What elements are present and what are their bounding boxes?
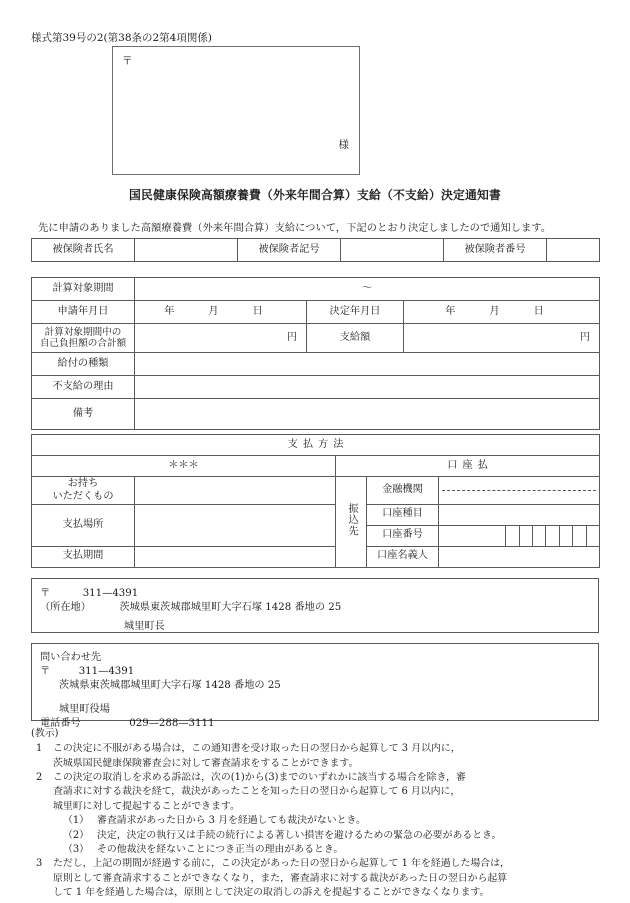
- day-unit: 日: [252, 305, 263, 317]
- instruction-body: [53, 771, 611, 857]
- table-row: [32, 301, 600, 324]
- contact-postal-line: [40, 662, 134, 677]
- instruction-item-1: [31, 742, 611, 771]
- year-unit: 年: [164, 305, 175, 317]
- instructions-section: [31, 727, 611, 900]
- instruction-number: 2: [36, 772, 43, 784]
- contact-phone-label: 電話番号: [40, 718, 81, 729]
- contact-heading: 問い合わせ先: [40, 652, 102, 663]
- form-number: 様式第39号の2(第38条の2第4項関係): [31, 32, 212, 44]
- insured-symbol-value[interactable]: [341, 239, 444, 262]
- issuer-postal-line: [40, 584, 138, 599]
- instruction-number: 1: [36, 743, 43, 755]
- instruction-line: 城里町に対して提起することができます。: [53, 800, 240, 812]
- table-row: [32, 504, 600, 525]
- instruction-line: この決定の取消しを求める訴訟は，次の(1)から(3)までのいずれかに該当する場合を除き，審: [53, 772, 466, 784]
- transfer-destination-label: [336, 477, 367, 568]
- payment-place-label: 支払場所: [32, 504, 135, 546]
- payment-period-value[interactable]: [135, 546, 336, 567]
- sub-item-number: （1）: [63, 815, 90, 827]
- bring-items-value[interactable]: [135, 477, 336, 505]
- sub-item-text: その他裁決を経ないことにつき正当の理由があるとき。: [97, 843, 344, 855]
- postal-mark-icon: 〒: [40, 588, 51, 599]
- account-number-filler: [439, 526, 505, 546]
- instruction-item-3: [31, 857, 611, 900]
- table-row: [32, 239, 600, 262]
- issuer-location-label: （所在地）: [40, 602, 91, 613]
- bank-column-header-text: 口座払: [447, 459, 493, 471]
- day-unit: 日: [533, 305, 544, 317]
- calc-period-value[interactable]: [135, 278, 600, 301]
- payment-method-table: [31, 434, 600, 568]
- contact-address: 茨城県東茨城郡城里町大字石塚 1428 番地の 25: [59, 680, 281, 691]
- postal-mark-icon: 〒: [40, 666, 51, 677]
- account-number-cell[interactable]: [572, 526, 585, 546]
- month-unit: 月: [489, 305, 500, 317]
- recipient-address-box[interactable]: [112, 46, 360, 175]
- account-type-value[interactable]: [439, 504, 600, 525]
- remarks-value[interactable]: [135, 399, 600, 430]
- bank-name-value[interactable]: [439, 477, 600, 505]
- instruction-body: [53, 857, 611, 900]
- bank-name-label: 金融機関: [367, 477, 439, 505]
- table-row: [32, 399, 600, 430]
- benefit-type-label: 給付の種類: [32, 353, 135, 376]
- decision-date-value[interactable]: [404, 301, 600, 324]
- yen-unit: 円: [579, 331, 591, 343]
- table-row: [32, 278, 600, 301]
- insured-person-table: [31, 238, 600, 262]
- account-number-cell[interactable]: [545, 526, 558, 546]
- table-row: [32, 353, 600, 376]
- contact-postal-code: 311—4391: [78, 666, 135, 677]
- contact-office: 城里町役場: [59, 704, 110, 715]
- self-payment-label-line1: 計算対象期間中の: [44, 326, 122, 338]
- issuer-signatory: 城里町長: [124, 621, 165, 632]
- application-date-value[interactable]: [135, 301, 307, 324]
- table-row: [32, 435, 600, 456]
- account-holder-label: 口座名義人: [367, 546, 439, 567]
- account-number-cell[interactable]: [532, 526, 545, 546]
- instruction-number: 3: [36, 858, 43, 870]
- self-payment-total-label: [32, 324, 135, 353]
- instruction-sub-item: [63, 829, 611, 843]
- insured-symbol-label: 被保険者記号: [238, 239, 341, 262]
- non-payment-reason-label: 不支給の理由: [32, 376, 135, 399]
- instruction-sub-item: [63, 814, 611, 828]
- instruction-sub-item: [63, 843, 611, 857]
- calc-period-label: 計算対象期間: [32, 278, 135, 301]
- sub-item-text: 決定，決定の執行又は手続の続行による著しい損害を避けるための緊急の必要があるとき。: [97, 829, 502, 841]
- instruction-line: 原則として審査請求することができなくなり，また，審査請求に対する裁決があった日の翌日から起算: [53, 872, 508, 884]
- benefit-amount-value[interactable]: [404, 324, 600, 353]
- account-type-label: 口座種目: [367, 504, 439, 525]
- year-unit: 年: [445, 305, 456, 317]
- recipient-honorific: 様: [338, 139, 349, 151]
- payment-method-header-text: 支払方法: [287, 438, 349, 450]
- issuer-address-line: [40, 598, 341, 613]
- instruction-line: ただし，上記の期間が経過する前に，この決定があった日の翌日から起算して 1 年を経過した場合は，: [53, 858, 510, 870]
- payment-period-label: 支払期間: [32, 546, 135, 567]
- sub-item-number: （2）: [63, 829, 90, 841]
- contact-phone-number: 029—288—3111: [129, 718, 215, 729]
- payment-place-value[interactable]: [135, 504, 336, 546]
- issuer-box: [31, 578, 599, 633]
- calc-period-range: 〜: [361, 282, 373, 294]
- account-number-label: 口座番号: [367, 525, 439, 546]
- instructions-heading: (教示): [31, 728, 59, 739]
- instruction-line: 茨城県国民健康保険審査会に対して審査請求をすることができます。: [53, 757, 359, 769]
- benefit-type-value[interactable]: [135, 353, 600, 376]
- month-unit: 月: [208, 305, 219, 317]
- payment-method-header: [32, 435, 600, 456]
- account-number-value[interactable]: [439, 525, 600, 546]
- lead-paragraph: 先に申請のありました高額療養費（外来年間合算）支給について，下記のとおり決定しましたので通知します。: [38, 223, 552, 234]
- account-number-cell[interactable]: [519, 526, 532, 546]
- sub-item-number: （3）: [63, 843, 90, 855]
- instruction-line: して 1 年を経過した場合は，原則として決定の取消しの訴えを提起することができなくなります。: [53, 886, 490, 898]
- benefit-amount-label: 支給額: [307, 324, 404, 353]
- page-title: 国民健康保険高額療養費（外来年間合算）支給（不支給）決定通知書: [129, 188, 501, 202]
- self-payment-total-value[interactable]: [135, 324, 307, 353]
- account-number-cell[interactable]: [586, 526, 599, 546]
- insured-number-value[interactable]: [547, 239, 600, 262]
- bring-items-label-line2: いただくもの: [52, 491, 114, 503]
- cash-column-header: ＊＊＊: [32, 456, 336, 477]
- issuer-postal-code: 311—4391: [82, 588, 139, 599]
- postal-mark-icon: 〒: [122, 55, 133, 67]
- bank-column-header: [336, 456, 600, 477]
- table-row: [32, 376, 600, 399]
- sub-item-text: 審査請求があった日から 3 月を経過しても裁決がないとき。: [97, 815, 366, 827]
- contact-box: [31, 643, 599, 729]
- application-date-label: 申請年月日: [32, 301, 135, 324]
- insured-name-label: 被保険者氏名: [32, 239, 135, 262]
- table-row: [32, 324, 600, 353]
- bring-items-label-line1: お持ち: [67, 478, 99, 489]
- self-payment-label-line2: 自己負担額の合計額: [39, 338, 127, 349]
- bring-items-label: [32, 477, 135, 505]
- instruction-body: [53, 742, 611, 771]
- yen-unit: 円: [286, 331, 297, 343]
- calculation-table: [31, 277, 600, 430]
- insured-number-label: 被保険者番号: [444, 239, 547, 262]
- account-number-cell[interactable]: [505, 526, 518, 546]
- decision-date-label: 決定年月日: [307, 301, 404, 324]
- bank-name-dashed-rule: [442, 490, 596, 491]
- account-holder-value[interactable]: [439, 546, 600, 567]
- account-number-cell[interactable]: [559, 526, 572, 546]
- transfer-destination-text: 振込先: [346, 502, 358, 537]
- instruction-line: 査請求に対する裁決を経て，裁決があったことを知った日の翌日から起算して 6 月以内に，: [53, 786, 461, 798]
- non-payment-reason-value[interactable]: [135, 376, 600, 399]
- issuer-address: 茨城県東茨城郡城里町大字石塚 1428 番地の 25: [119, 602, 342, 613]
- account-number-cell-group: [439, 526, 599, 546]
- remarks-label: 備考: [32, 399, 135, 430]
- instruction-item-2: [31, 771, 611, 857]
- instruction-line: この決定に不服がある場合は，この通知書を受け取った日の翌日から起算して 3 月以内に，: [53, 743, 461, 755]
- table-row: [32, 456, 600, 477]
- insured-name-value[interactable]: [135, 239, 238, 262]
